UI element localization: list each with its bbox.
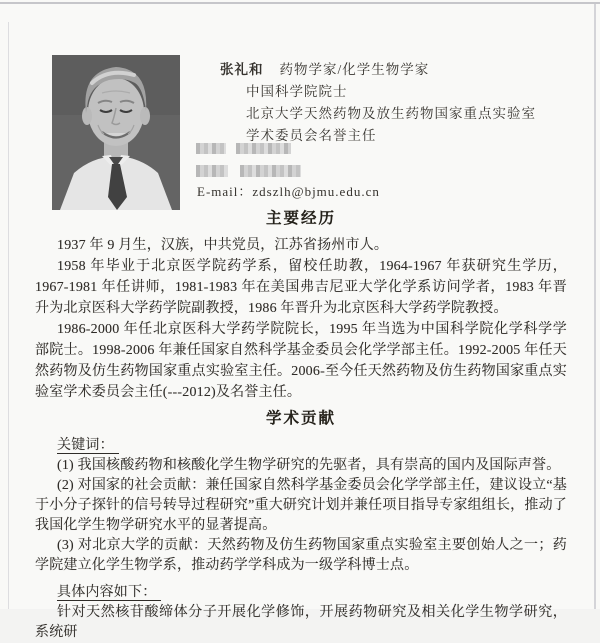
- details-clipped-line: 针对天然核苷酸缔体分子开展化学修饰，开展药物研究及相关化学生物学研究，系统研: [35, 605, 567, 640]
- email-label: E-mail：: [197, 184, 253, 199]
- portrait-photo: [52, 55, 180, 210]
- keywords-label: 关键词：: [57, 438, 119, 454]
- redacted-contact-block: [196, 143, 226, 154]
- section-heading-experience: 主要经历: [265, 210, 336, 227]
- section-heading-contribution: 学术贡献: [265, 410, 336, 427]
- contribution-item-2: (2) 对国家的社会贡献：兼任国家自然科学基金委员会化学学部主任，建议设立“基于小分子探针的信号转导过程研究”重大研究计划并兼任项目指导专家组组长，推动了我国化学生物学研究水平的显著提高。: [35, 478, 567, 533]
- page-edge-right: [594, 4, 596, 609]
- redacted-contact-block: [236, 143, 291, 154]
- details-label: 具体内容如下：: [57, 585, 161, 601]
- page-edge-left: [8, 22, 9, 609]
- contribution-item-3: (3) 对北京大学的贡献：天然药物及仿生药物国家重点实验室主要创始人之一；药学院建立化学生物学系，推动药学学科成为一级学科博士点。: [35, 538, 567, 573]
- experience-paragraph-3: 1986-2000 年任北京医科大学药学院院长，1995 年当选为中国科学院化学科学学部院士。1998-2006 年兼任国家自然科学基金委员会化学学部主任。1992-2005 年任天然药物及仿生药物国家重点实验室主任。2006-至今任天然药物及仿生药物国家重点实验室学术委员会主任(---2012)及名誉主任。: [35, 322, 567, 400]
- name-title-line: [220, 58, 429, 78]
- keywords-label-line: [35, 436, 567, 456]
- document-body: [35, 205, 567, 643]
- person-title: 药物学家/化学生物学家: [279, 62, 430, 77]
- contribution-section: [35, 408, 567, 643]
- redacted-contact-block: [240, 165, 301, 177]
- affiliation-line-2: 北京大学天然药物及放生药物国家重点实验室: [246, 106, 536, 121]
- person-name: 张礼和: [220, 62, 264, 77]
- affiliation-line-3: 学术委员会名誉主任: [246, 128, 377, 143]
- contribution-item-1: (1) 我国核酸药物和核酸化学生物学研究的先驱者，具有崇高的国内及国际声誉。: [57, 458, 561, 473]
- details-label-line: [35, 583, 567, 603]
- redacted-contact-block: [196, 165, 228, 177]
- affiliation-line-1: 中国科学院院士: [246, 84, 348, 99]
- experience-paragraph-2: 1958 年毕业于北京医学院药学系，留校任助教，1964-1967 年获研究生学历，1967-1981 年任讲师，1981-1983 年在美国弗吉尼亚大学化学系访问学者，1983 年晋升为北京医科大学药学院副教授，1986 年晋升为北京医科大学药学院教授。: [35, 259, 567, 316]
- email-value: zdszlh@bjmu.edu.cn: [252, 184, 380, 199]
- portrait-illustration: [52, 55, 180, 210]
- page-edge-top: [0, 2, 600, 4]
- profile-info: [196, 55, 586, 205]
- experience-paragraph-1: 1937 年 9 月生，汉族，中共党员，江苏省扬州市人。: [57, 238, 389, 253]
- email-line: [197, 181, 380, 200]
